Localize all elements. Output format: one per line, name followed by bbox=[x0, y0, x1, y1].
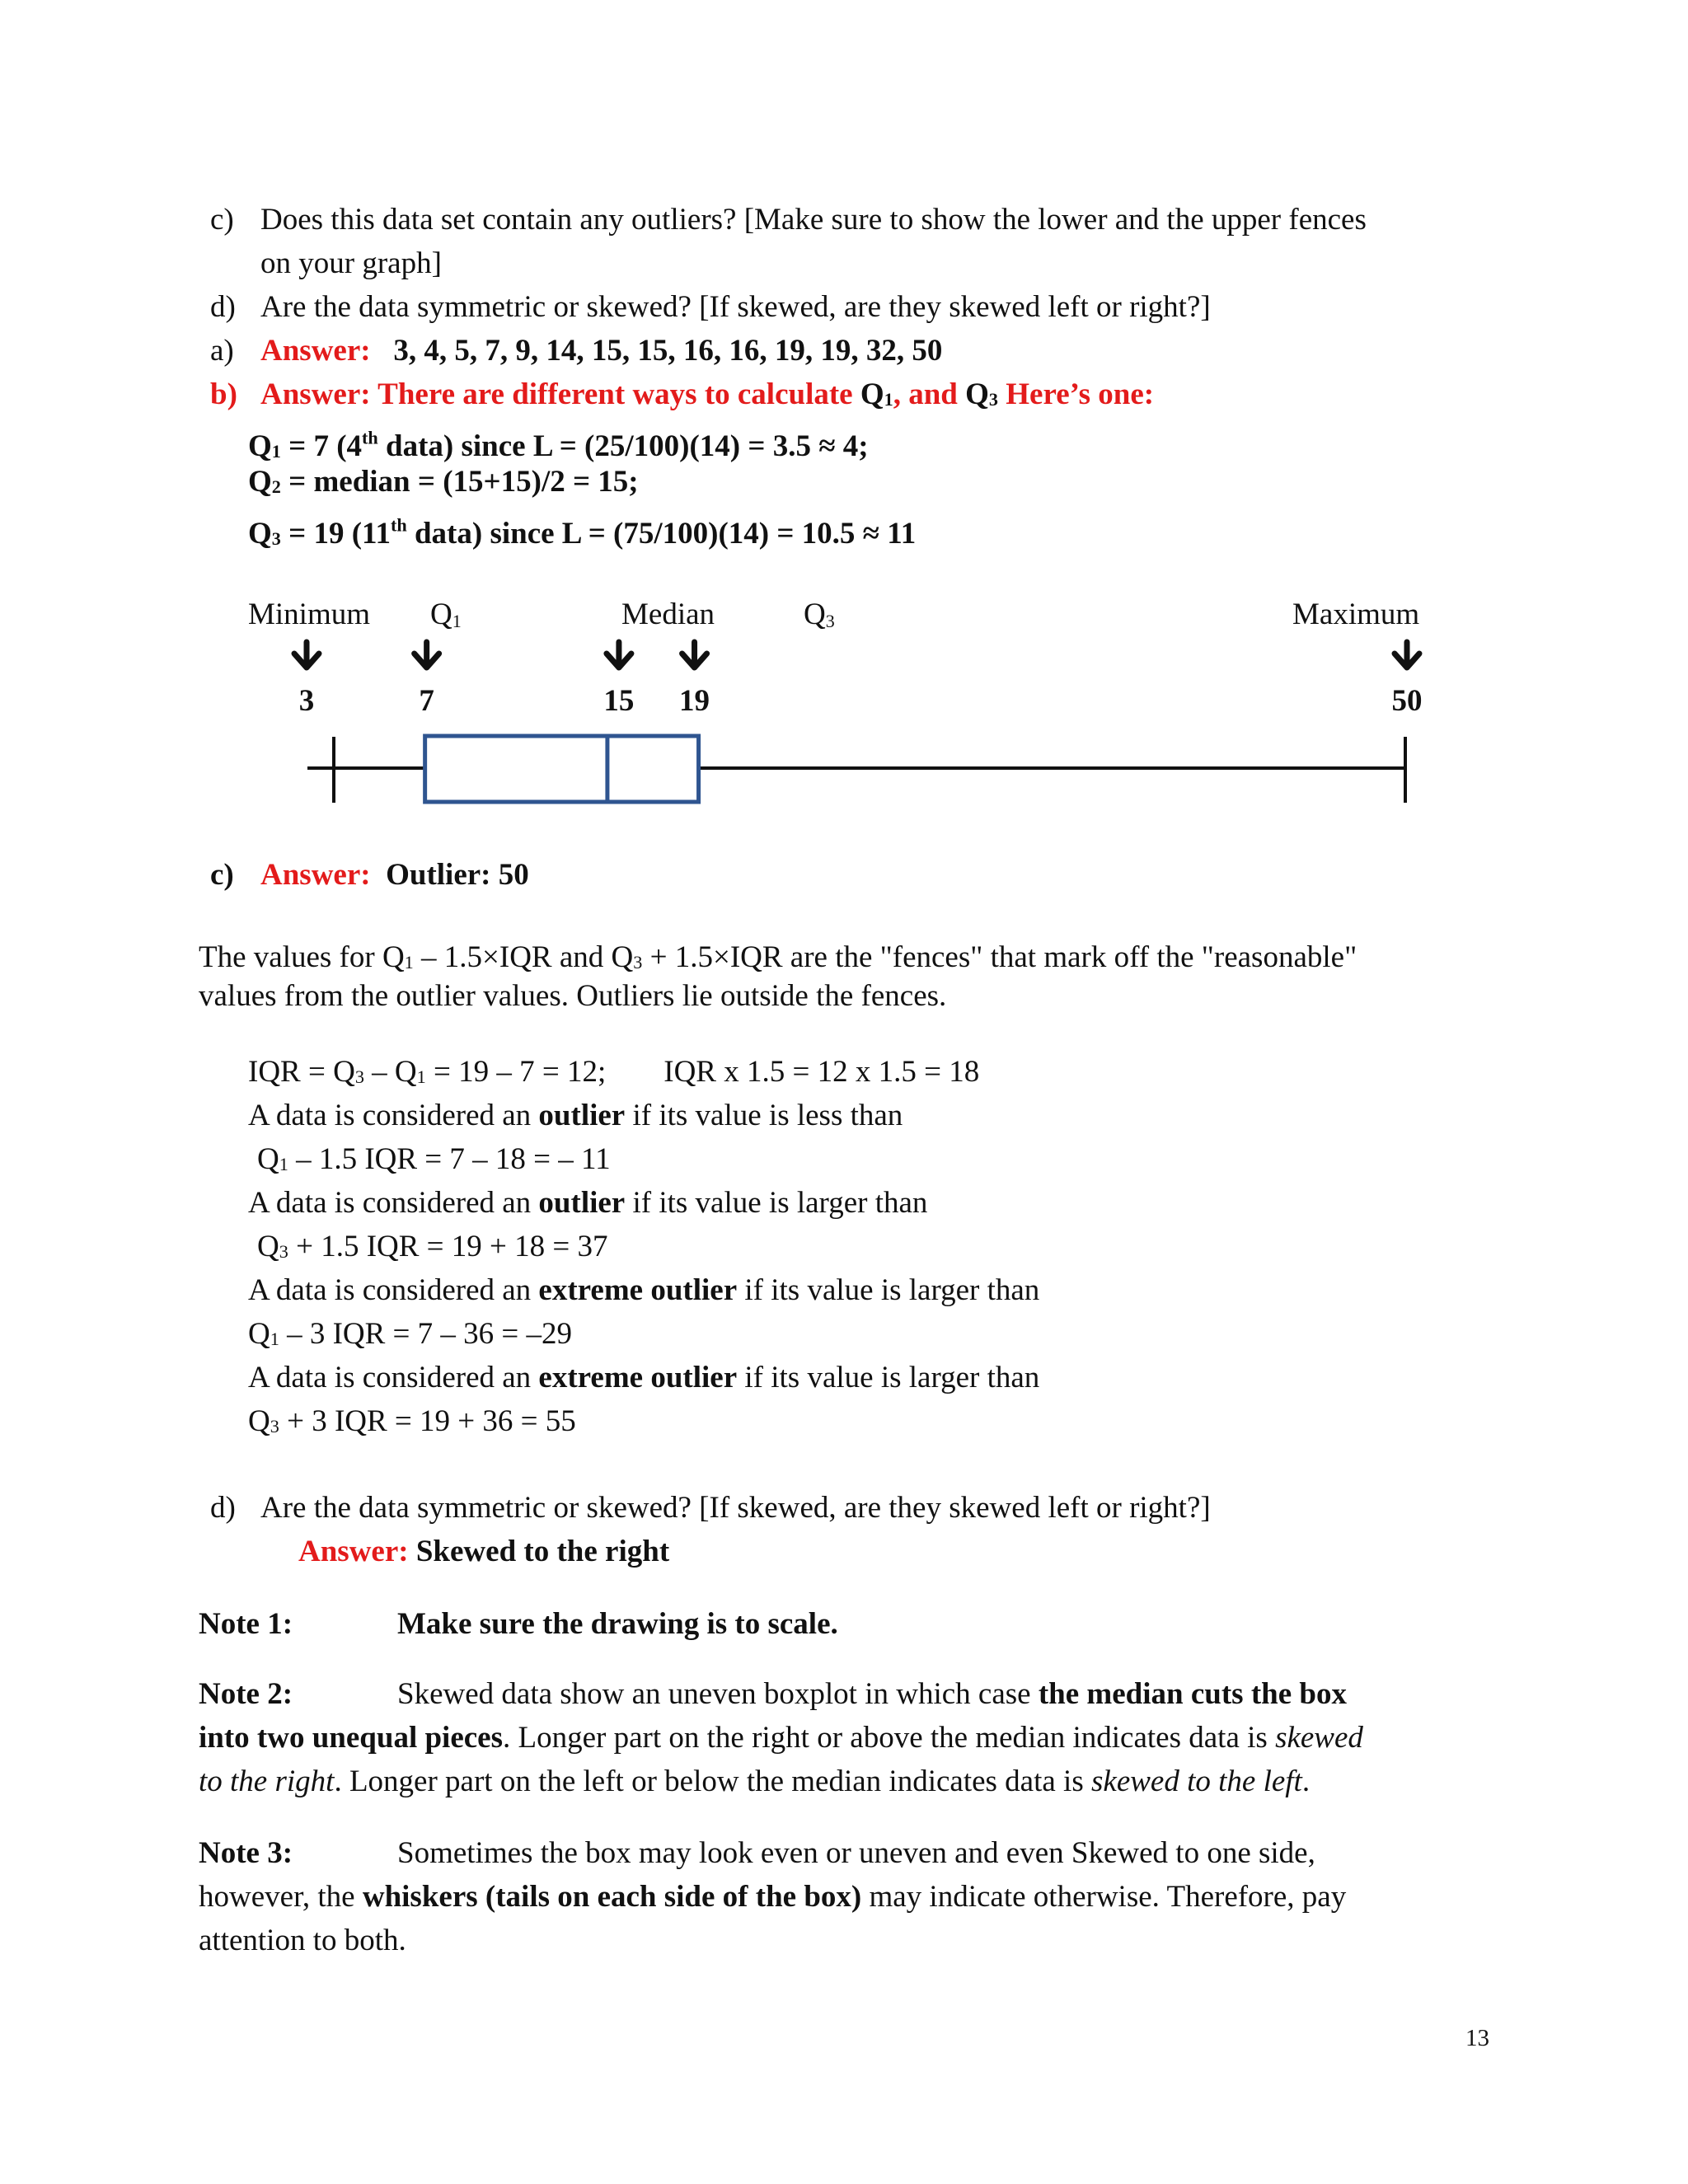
label-median: Median bbox=[621, 598, 715, 631]
answer-d-line bbox=[298, 1533, 669, 1571]
fences-intro-line-2: values from the outlier values. Outliers lie outside the fences. bbox=[199, 979, 947, 1013]
answer-b-heading-q1: Q1 bbox=[860, 377, 893, 411]
answer-c-text: Outlier: 50 bbox=[386, 858, 529, 892]
answer-c-word: Answer: bbox=[260, 858, 371, 892]
note-3-line-1: Note 3: Sometimes the box may look even or uneven and even Skewed to one side, bbox=[199, 1835, 1315, 1872]
answer-d-text: Skewed to the right bbox=[415, 1535, 670, 1568]
arrow-minimum-icon bbox=[294, 642, 319, 668]
question-c-label: c) bbox=[210, 203, 234, 237]
arrow-q3-icon bbox=[682, 642, 707, 668]
question-c-line-2: on your graph] bbox=[260, 246, 442, 280]
answer-a-data: 3, 4, 5, 7, 9, 14, 15, 15, 16, 16, 19, 19, 32, 50 bbox=[393, 334, 943, 368]
note-3-label: Note 3: bbox=[199, 1836, 293, 1870]
answer-a-label: a) bbox=[210, 334, 234, 368]
note-3-line-2: however, the whiskers (tails on each side of the box) may indicate otherwise. Therefore, pay bbox=[199, 1880, 1347, 1914]
question-c-text: Does this data set contain any outliers? [Make sure to show the lower and the upper fences bbox=[260, 203, 1367, 237]
arrow-q1-icon bbox=[415, 642, 439, 668]
outlier-low-rule: A data is considered an outlier if its value is less than bbox=[248, 1099, 903, 1132]
answer-c-line bbox=[210, 856, 529, 894]
arrow-median-icon bbox=[607, 642, 631, 668]
value-median: 15 bbox=[603, 684, 635, 718]
note-1-label: Note 1: bbox=[199, 1607, 293, 1641]
q1-calculation: Q1 = 7 (4th data) since L = (25/100)(14) = 3.5 ≈ 4; bbox=[248, 428, 869, 464]
upper-fence: Q3 + 1.5 IQR = 19 + 18 = 37 bbox=[257, 1230, 608, 1263]
value-maximum: 50 bbox=[1391, 684, 1423, 718]
boxplot-chart bbox=[0, 0, 1688, 824]
label-minimum: Minimum bbox=[248, 598, 371, 631]
value-minimum: 3 bbox=[298, 684, 315, 718]
note-2-line-3: to the right. Longer part on the left or below the median indicates data is skewed to the left. bbox=[199, 1765, 1311, 1798]
question-d-repeat bbox=[210, 1489, 1211, 1527]
label-maximum: Maximum bbox=[1292, 598, 1420, 631]
value-q3: 19 bbox=[679, 684, 710, 718]
note-2-line-1: Note 2: Skewed data show an uneven boxplot in which case the median cuts the box bbox=[199, 1675, 1347, 1713]
answer-c-label: c) bbox=[210, 858, 234, 892]
arrow-maximum-icon bbox=[1395, 642, 1419, 668]
extreme-lower-fence: Q1 – 3 IQR = 7 – 36 = –29 bbox=[248, 1317, 573, 1351]
extreme-outlier-rule-1: A data is considered an extreme outlier if its value is larger than bbox=[248, 1273, 1040, 1307]
answer-b-heading-text-2: , and bbox=[893, 377, 958, 411]
label-q1: Q1 bbox=[430, 598, 462, 631]
note-2-label: Note 2: bbox=[199, 1677, 293, 1711]
answer-d-word: Answer: bbox=[298, 1535, 409, 1568]
label-q3: Q3 bbox=[804, 598, 835, 631]
answer-b-label: b) bbox=[210, 377, 237, 411]
answer-b-heading-text-3: Here’s one: bbox=[1006, 377, 1155, 411]
fences-intro-line-1: The values for Q1 – 1.5×IQR and Q3 + 1.5×IQR are the "fences" that mark off the "reasonable" bbox=[199, 940, 1357, 974]
outlier-high-rule: A data is considered an outlier if its value is larger than bbox=[248, 1186, 928, 1220]
note-3-line-3: attention to both. bbox=[199, 1924, 406, 1957]
question-d-label: d) bbox=[210, 290, 236, 324]
page-number: 13 bbox=[1465, 2025, 1489, 2051]
lower-fence: Q1 – 1.5 IQR = 7 – 18 = – 11 bbox=[257, 1142, 611, 1176]
note-1 bbox=[199, 1605, 838, 1643]
extreme-outlier-rule-2: A data is considered an extreme outlier if its value is larger than bbox=[248, 1361, 1040, 1394]
note-2-line-2: into two unequal pieces. Longer part on the right or above the median indicates data is skewed bbox=[199, 1721, 1363, 1755]
value-q1: 7 bbox=[419, 684, 434, 718]
iqr-calculation: IQR = Q3 – Q1 = 19 – 7 = 12; IQR x 1.5 = 12 x 1.5 = 18 bbox=[248, 1055, 980, 1089]
answer-a-word: Answer: bbox=[260, 334, 371, 368]
answer-d-question: Are the data symmetric or skewed? [If skewed, are they skewed left or right?] bbox=[260, 1491, 1211, 1525]
answer-b-heading-q3: Q3 bbox=[965, 377, 999, 411]
note-1-text: Make sure the drawing is to scale. bbox=[397, 1607, 838, 1641]
question-d-text: Are the data symmetric or skewed? [If skewed, are they skewed left or right?] bbox=[260, 290, 1211, 324]
extreme-upper-fence: Q3 + 3 IQR = 19 + 36 = 55 bbox=[248, 1404, 576, 1438]
q3-calculation: Q3 = 19 (11th data) since L = (75/100)(14) = 10.5 ≈ 11 bbox=[248, 515, 917, 551]
q2-calculation: Q2 = median = (15+15)/2 = 15; bbox=[248, 465, 639, 499]
answer-b-heading-text-1: Answer: There are different ways to calculate bbox=[260, 377, 853, 411]
iqr-box bbox=[425, 736, 699, 802]
answer-d-label: d) bbox=[210, 1491, 236, 1525]
